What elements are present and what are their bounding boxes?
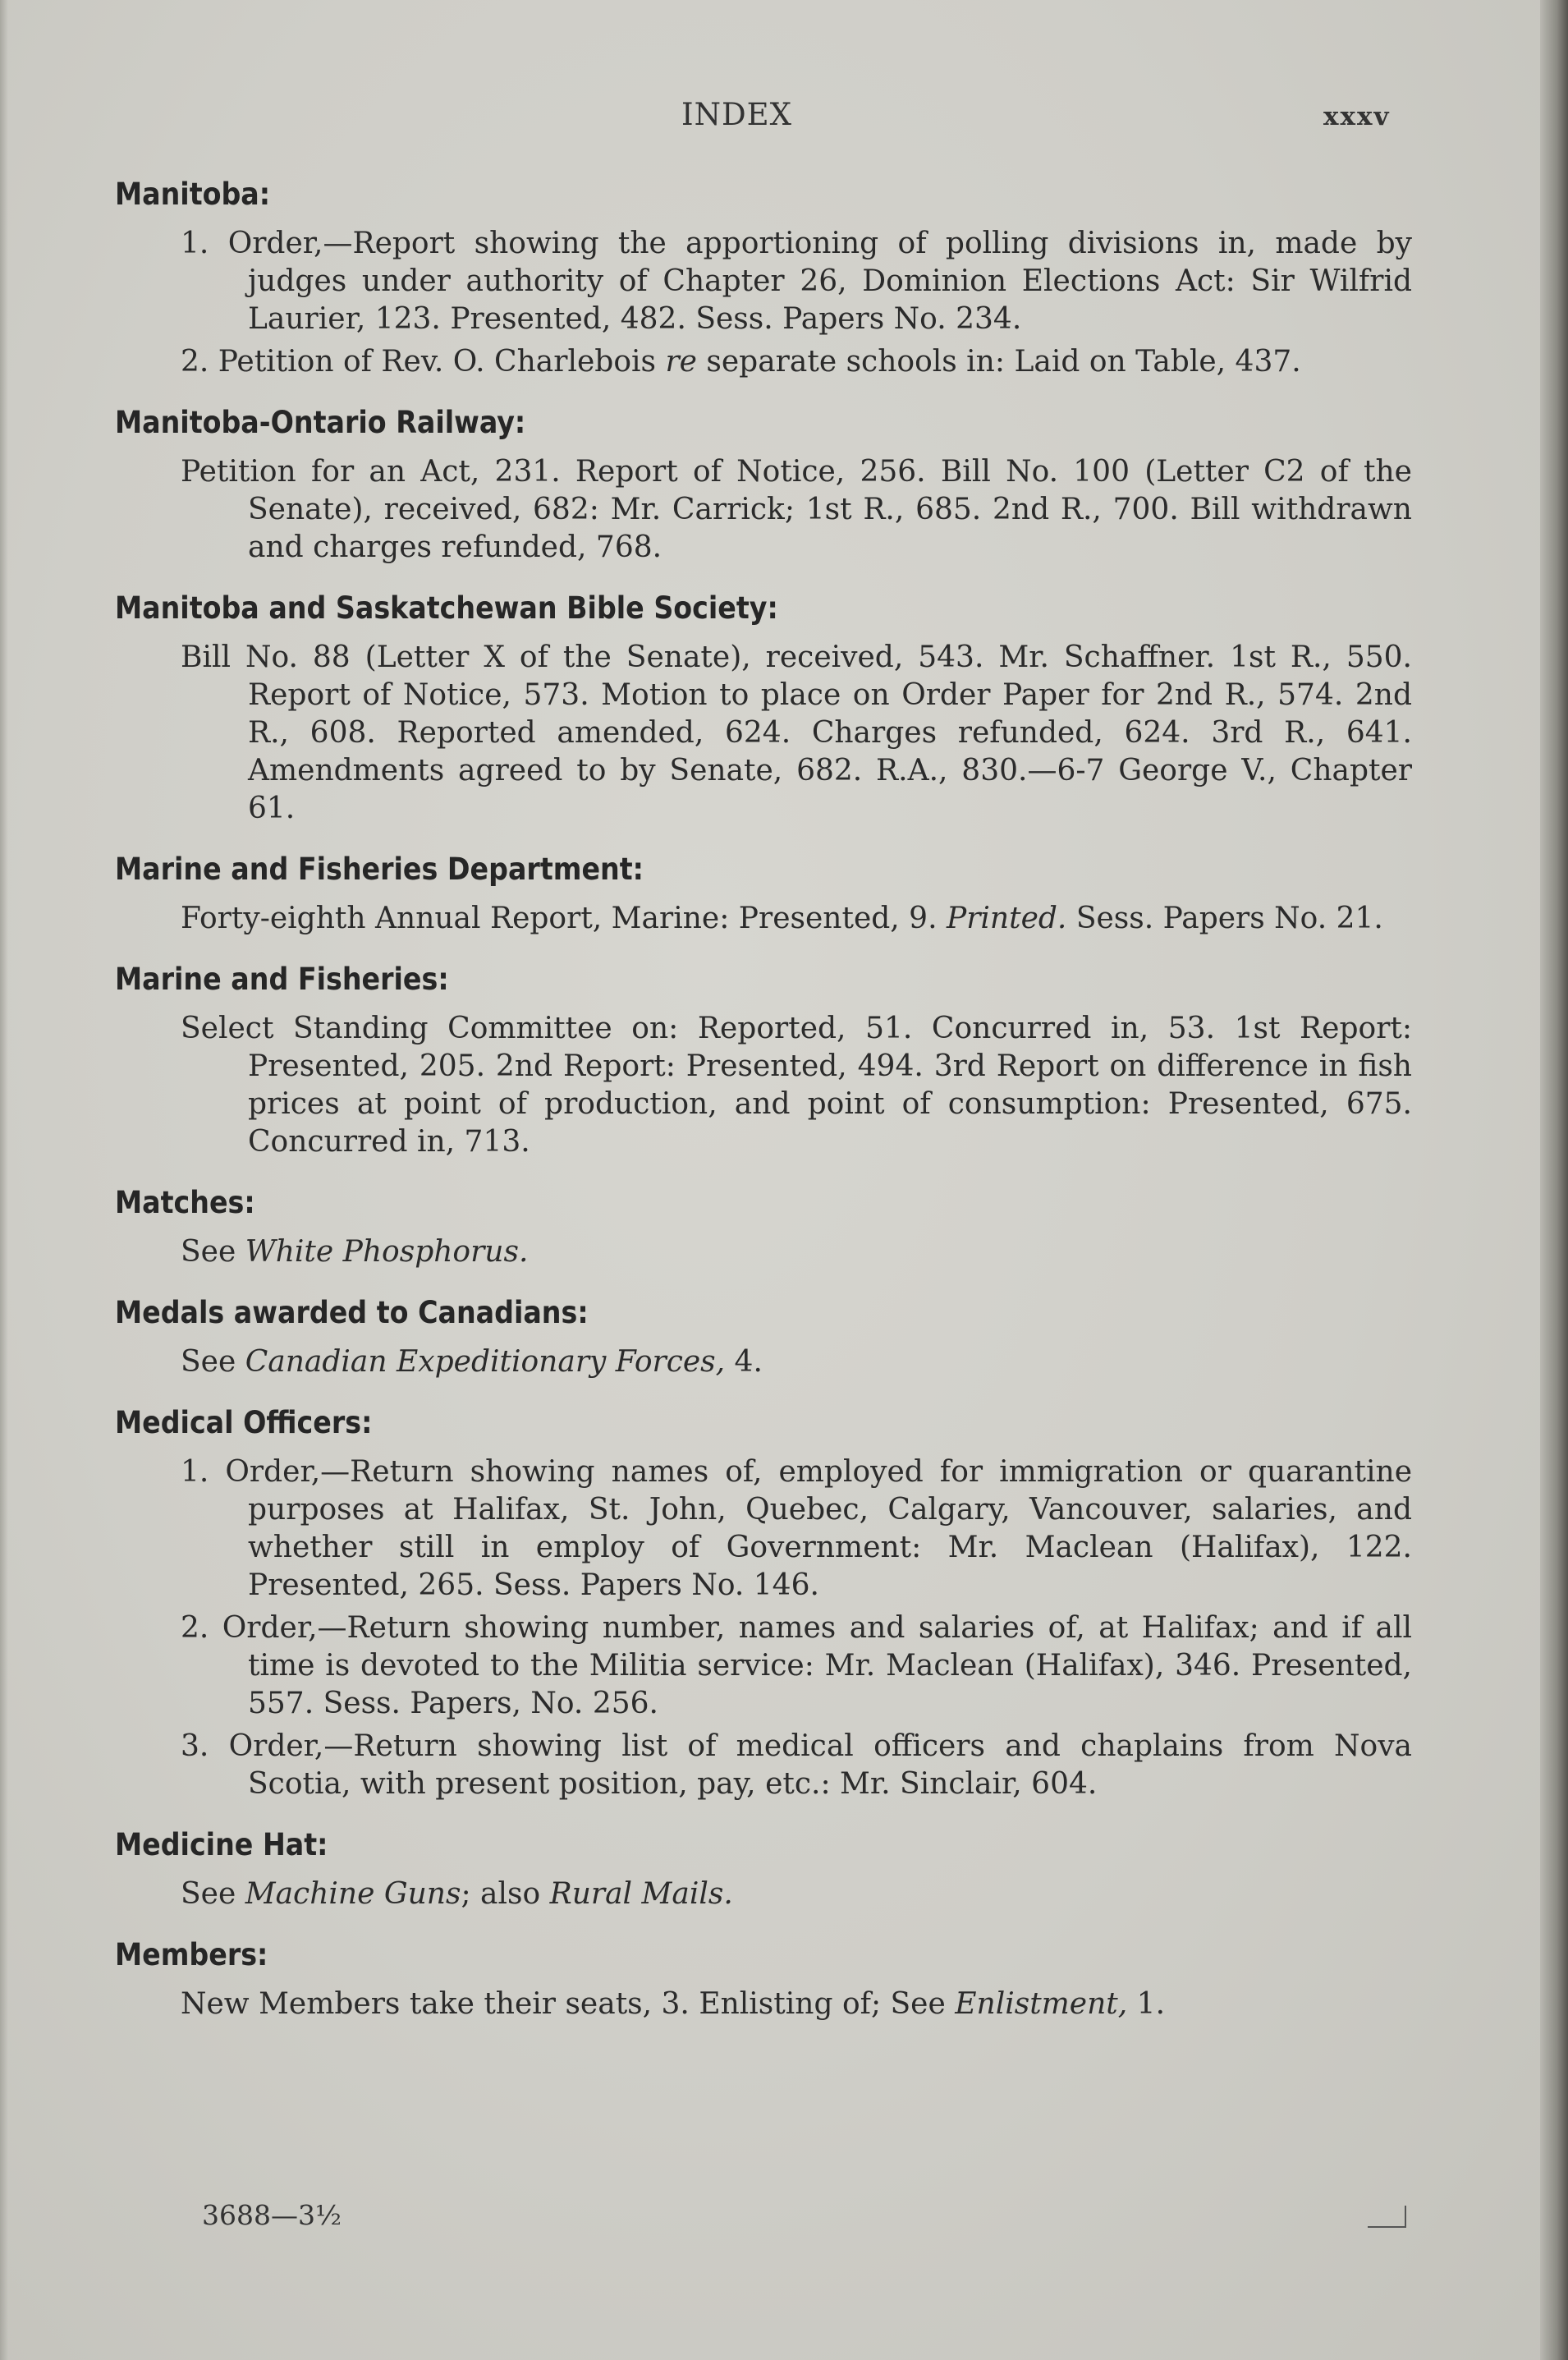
entry-item-text: 2. Petition of Rev. O. Charlebois [181,345,666,379]
index-entry [115,1825,1412,1913]
entry-item-text: 2. Order,—Return showing number, names and salaries of, at Halifax; and if all time is devoted to the Militia service: Mr. Maclean (Halifax), 346. Presented, 557. Sess. Papers, No. 256. [181,1611,1412,1720]
entry-item-text: See [181,1235,245,1269]
entry-item [115,343,1412,381]
entry-item [115,1233,1412,1271]
entry-item [115,1728,1412,1803]
entry-item-text: Petition for an Act, 231. Report of Notice, 256. Bill No. 100 (Letter C2 of the Senate), received, 682: Mr. Carrick; 1st R., 685. 2nd R., 700. Bill withdrawn and charges refunded, 768. [181,455,1412,564]
entry-item-text: Bill No. 88 (Letter X of the Senate), received, 543. Mr. Schaffner. 1st R., 550. Report of Notice, 573. Motion to place on Order Paper for 2nd R., 574. 2nd R., 608. Reported amended, 624. Charges refunded, 624. 3rd R., 641. Amendments agreed to by Senate, 682. R.A., 830.—6-7 George V., Chapter 61. [181,641,1412,825]
entry-heading: Medicine Hat: [115,1827,328,1862]
entry-item-text: Sess. Papers No. 21. [1066,902,1383,935]
page-binding-edge [1540,0,1568,2360]
entry-item [115,900,1412,938]
entry-item-italic-text: Enlistment, [955,1987,1128,2021]
entry-item [115,1986,1412,2023]
running-head-title: INDEX [681,97,793,132]
entry-item [115,1609,1412,1723]
entry-item-italic-text: Rural Mails. [549,1877,733,1911]
entry-item [115,1453,1412,1605]
entry-item-italic-text: re [665,345,697,379]
entry-item-text: See [181,1877,245,1911]
entry-item [115,225,1412,338]
index-entry [115,402,1412,567]
index-entry [115,174,1412,381]
entry-item-italic-text: Machine Guns [245,1877,461,1911]
entry-item-text: ; also [461,1877,550,1911]
entry-item-text: 4. [725,1345,763,1379]
index-entry [115,1403,1412,1803]
entry-item-text: Forty-eighth Annual Report, Marine: Presented, 9. [181,902,947,935]
printer-signature: 3688—3½ [202,2199,342,2231]
entry-heading: Members: [115,1937,268,1972]
entry-heading: Matches: [115,1185,255,1220]
index-entry [115,849,1412,938]
entry-heading: Medical Officers: [115,1405,373,1440]
entry-item [115,453,1412,567]
entry-heading: Manitoba: [115,177,271,212]
entry-item-text: separate schools in: Laid on Table, 437. [696,345,1301,379]
entry-item [115,1343,1412,1381]
entry-item-text: 1. Order,—Report showing the apportioning of polling divisions in, made by judges under authority of Chapter 26, Dominion Elections Act: Sir Wilfrid Laurier, 123. Presented, 482. Sess. Papers No. 234. [181,227,1412,336]
index-entry [115,1182,1412,1271]
entry-heading: Marine and Fisheries Department: [115,852,644,887]
entry-heading: Manitoba and Saskatchewan Bible Society: [115,590,778,626]
entry-heading: Medals awarded to Canadians: [115,1295,589,1330]
entry-item [115,639,1412,828]
page-left-edge-shadow [0,0,8,2360]
entry-item-italic-text: Canadian Expeditionary Forces, [245,1345,726,1379]
index-entry [115,588,1412,828]
index-entry [115,1935,1412,2023]
page-number: xxxv [1323,102,1391,131]
index-entry [115,1292,1412,1381]
entry-heading: Manitoba-Ontario Railway: [115,405,526,440]
entry-item-text: 3. Order,—Return showing list of medical officers and chaplains from Nova Scotia, with present position, pay, etc.: Mr. Sinclair, 604. [181,1729,1412,1801]
entry-item [115,1876,1412,1913]
entry-item-italic-text: White Phosphorus. [245,1235,529,1269]
entry-item-text: 1. [1127,1987,1166,2021]
entry-item [115,1010,1412,1161]
entry-item-italic-text: Printed. [946,902,1067,935]
entry-item-text: 1. Order,—Return showing names of, employed for immigration or quarantine purposes at Halifax, St. John, Quebec, Calgary, Vancouver, salaries, and whether still in employ of Government: Mr. Maclean (Halifax), 122. Presented, 265. Sess. Papers No. 146. [181,1455,1412,1602]
entry-item-text: New Members take their seats, 3. Enlisting of; See [181,1987,956,2021]
index-entry [115,959,1412,1161]
corner-fold-mark [1363,2202,1412,2230]
index-entries [115,174,1412,2045]
entry-item-text: Select Standing Committee on: Reported, 51. Concurred in, 53. 1st Report: Presented, 205. 2nd Report: Presented, 494. 3rd Report on difference in fish prices at point of production, and point of consumption: Presented, 675. Concurred in, 713. [181,1012,1412,1159]
entry-heading: Marine and Fisheries: [115,962,449,997]
entry-item-text: See [181,1345,245,1379]
